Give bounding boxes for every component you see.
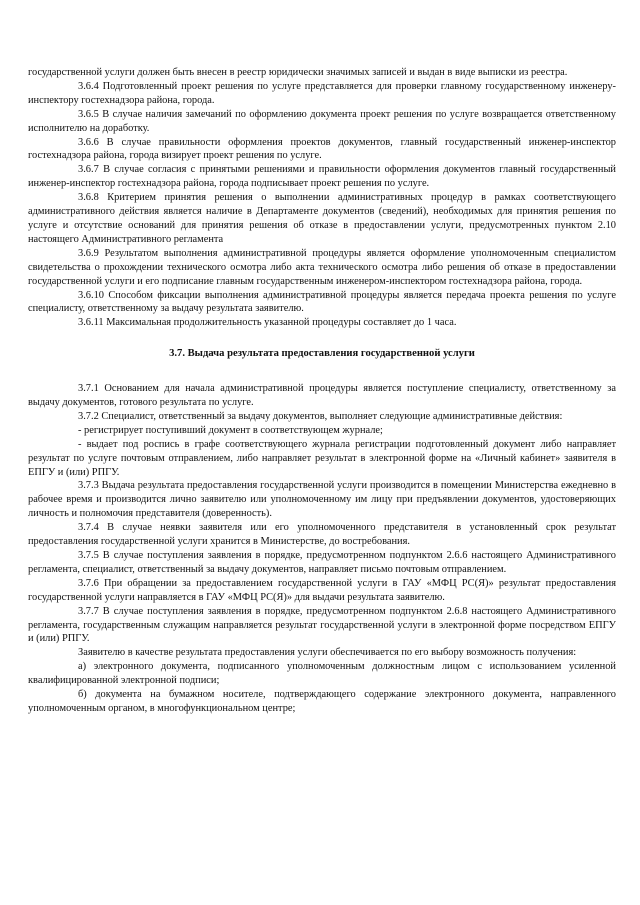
paragraph-3-6-9: 3.6.9 Результатом выполнения административной процедуры является оформление уполномоченным специалистом свидетельства о прохождении технического осмотра либо акта технического осмотра либо решения об отказе в предоставлении государственной услуги и его подписание главным государственным инженером-инспектором гостехнадзора района, города. [28, 247, 616, 287]
list-item-register: - регистрирует поступивший документ в соответствующем журнале; [78, 424, 383, 436]
paragraph-3-6-8: 3.6.8 Критерием принятия решения о выполнении административных процедур в рамках соответствующего административного действия является наличие в Департаменте документов (сведений), необходимых для принятия решения по услуге и отсутствие оснований для принятия решения об отказе в предоставлении услуги, предусмотренных пунктом 2.10 настоящего Административного регламента [28, 192, 616, 245]
paragraph-3-6-10: 3.6.10 Способом фиксации выполнения административной процедуры является передача проекта решения по услуге специалисту, ответственному за выдачу результата заявителю. [28, 289, 616, 315]
list-item-issue: - выдает под роспись в графе соответствующего журнала регистрации подготовленный документ либо направляет результат по услуге почтовым отправлением, либо направляет результат в электронной форме на «Личный кабинет» заявителя в ЕПГУ и (или) РПГУ. [28, 438, 616, 478]
paragraph-continuation: государственной услуги должен быть внесен в реестр юридически значимых записей и выдан в виде выписки из реестра. [28, 67, 568, 78]
list-item-b: б) документа на бумажном носителе, подтверждающего содержание электронного документа, направленного уполномоченным органом, в многофункциональном центре; [28, 689, 616, 714]
paragraph-3-7-1: 3.7.1 Основанием для начала административной процедуры является поступление специалисту, ответственному за выдачу документов, готового результата по услуге. [28, 383, 616, 409]
section-heading: 3.7. Выдача результата предоставления государственной услуги [169, 348, 475, 360]
paragraph-3-7-5: 3.7.5 В случае поступления заявления в порядке, предусмотренном подпунктом 2.6.6 настоящего Административного регламента, специалист, ответственный за выдачу документов, направляет письмо почтовым отправлением. [28, 550, 616, 575]
paragraph-3-6-5: 3.6.5 В случае наличия замечаний по оформлению документа проект решения по услуге возвращается ответственному исполнителю на доработку. [28, 108, 616, 134]
paragraph-3-7-6: 3.7.6 При обращении за предоставлением государственной услуги в ГАУ «МФЦ РС(Я)» результат предоставления государственной услуги направляется в ГАУ «МФЦ РС(Я)» для выдачи результата заявителю. [28, 577, 616, 603]
paragraph-3-6-7: 3.6.7 В случае согласия с принятыми решениями и правильности оформления документов главный государственный инженер-инспектор гостехнадзора района, города подписывает проект решения по услуге. [28, 164, 616, 190]
list-item-a: а) электронного документа, подписанного уполномоченным должностным лицом с использованием усиленной квалифицированной электронной подписи; [28, 661, 616, 687]
paragraph-3-6-4: 3.6.4 Подготовленный проект решения по услуге представляется для проверки главному государственному инженеру-инспектору гостехнадзора района, города. [28, 80, 616, 106]
paragraph-3-7-7: 3.7.7 В случае поступления заявления в порядке, предусмотренном подпунктом 2.6.8 настоящего Административного регламента, государственным служащим направляется результат государственной услуги в электронной форме посредством ЕПГУ и (или) РПГУ. [28, 605, 616, 645]
paragraph-3-7-4: 3.7.4 В случае неявки заявителя или его уполномоченного представителя в установленный срок результат предоставления государственной услуги хранится в Министерстве, до востребования. [28, 522, 616, 548]
paragraph-3-6-11: 3.6.11 Максимальная продолжительность указанной процедуры составляет до 1 часа. [78, 317, 457, 329]
paragraph-3-6-6: 3.6.6 В случае правильности оформления проектов документов, главный государственный инженер-инспектор гостехнадзора района, города визирует проект решения по услуге. [28, 136, 616, 162]
paragraph-applicant-options: Заявителю в качестве результата предоставления услуги обеспечивается по его выбору возможность получения: [78, 647, 577, 659]
paragraph-3-7-2: 3.7.2 Специалист, ответственный за выдачу документов, выполняет следующие административные действия: [78, 410, 563, 422]
paragraph-3-7-3: 3.7.3 Выдача результата предоставления государственной услуги производится в помещении Министерства ежедневно в рабочее время и производится лично заявителю или уполномоченному им лицу при предъявлении документов, удостоверяющих личность и полномочия представителя (доверенность). [28, 480, 616, 520]
